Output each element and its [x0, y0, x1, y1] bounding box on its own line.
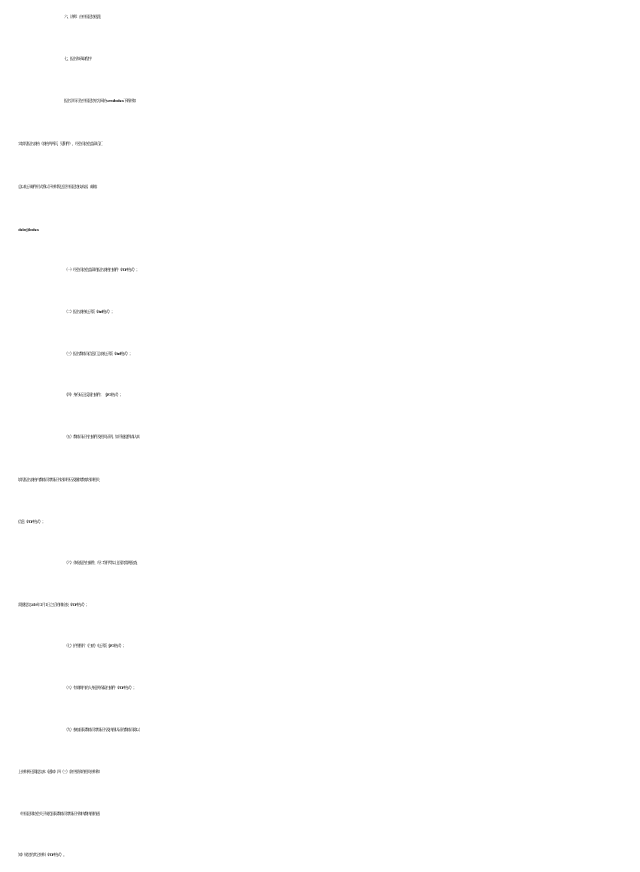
intro-line-2: 实填写报名表格（表格共两页，见附件），经会员协会盖章后汇 — [18, 141, 102, 146]
item-9-line-2: 上材料外还需提交本《通知》四（三）款中要求的相关材料和 — [18, 769, 99, 774]
item-1: （一）经会员协会盖章的报名表格扫描件（PDF 格式）； — [64, 267, 139, 272]
section-6-heading: 六、讲师：由中国足协选派 — [64, 14, 100, 19]
intro-line-1: 报名学员可在中国足协官方网站 www.thecfa.cn 下载并如 — [64, 98, 136, 103]
intro-email: cfadce@thecfa.cn — [18, 227, 39, 232]
item-6-line-1: （六） 体检报告扫描件，经二级甲等以上医院常规检查， — [64, 560, 140, 565]
item-5-line-2: 填写报名表格内教练员等级证书培训经历及继续教育培训相关 — [18, 477, 99, 482]
item-4: （四）身份证正反面扫描件；（JPG 格式）； — [64, 392, 123, 397]
item-9-line-4: 知》规定的其它材料（PDF 格式）。 — [18, 852, 66, 857]
item-3: （三）报名教练员信息汇总表电子版（Exel 格式）； — [64, 351, 133, 356]
item-6-line-2: 需要提交 2019 年 1 月 1 日之后的体检表（PDF 格式）； — [18, 602, 89, 607]
section-7-heading: 七、报名和录取程序 — [64, 56, 91, 61]
item-8: （八）有效期内的人身意外保险扫描件（PDF 格式）； — [64, 685, 136, 690]
item-5-line-1: （五）教练员证书扫描件及相关证明。如不能提供请认真 — [64, 434, 139, 439]
item-9-line-3: 《中国足球协会关于规范国际教练员等级证书和执教执照的通 — [18, 811, 99, 816]
intro-line-3: 总以电子邮件形式将以下材料发送至中国足协技术部，邮箱： — [18, 184, 99, 189]
item-9-line-1: （九）参加国际教练员等级证书及执照认证的教练员除以 — [64, 727, 139, 732]
item-5-line-3: 信息（PDF 格式）； — [18, 519, 45, 524]
item-7: （七）护照照片（白底）电子版（JPG 格式）； — [64, 643, 126, 648]
item-2: （二）报名表格电子版（Exel 格式）； — [64, 309, 115, 314]
